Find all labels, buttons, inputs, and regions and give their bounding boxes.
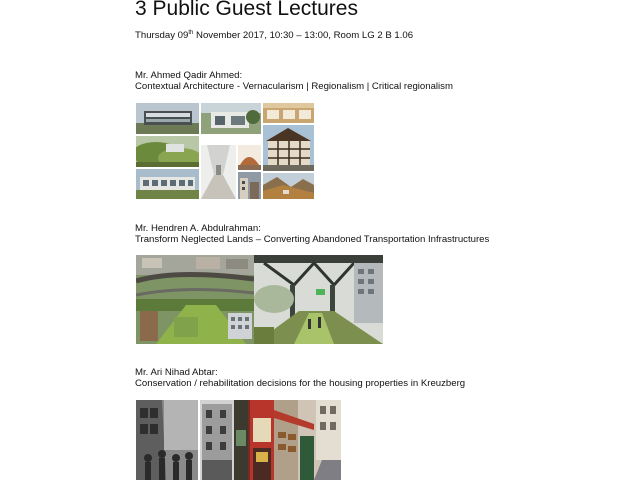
elevated-greenway-photo	[254, 255, 383, 344]
colorful-shopfront-photo	[234, 400, 274, 480]
lecture-1-title: Contextual Architecture - Vernacularism | Regionalism | Critical regionalism	[135, 81, 453, 92]
lecture-3-title: Conservation / rehabilitation decisions for the housing properties in Kreuzberg	[135, 378, 466, 389]
street-market-photo	[274, 400, 341, 480]
lecture-2-speaker: Mr. Hendren A. Abdulrahman:	[135, 223, 261, 234]
date-ordinal-suffix: th	[188, 30, 194, 36]
lecture-2-photo-collage	[136, 255, 383, 344]
glass-house-photo	[201, 103, 261, 134]
historic-street-bw-photo	[136, 400, 198, 480]
mountain-village-photo	[263, 173, 314, 199]
timber-interior-photo	[263, 103, 314, 123]
lecture-1-speaker: Mr. Ahmed Qadir Ahmed:	[135, 70, 243, 81]
white-corridor-photo	[201, 145, 236, 199]
modern-building-photo	[136, 103, 199, 134]
concrete-campus-photo	[136, 169, 199, 199]
page-title: 3 Public Guest Lectures	[135, 0, 358, 20]
lecture-1-photo-collage	[136, 103, 314, 199]
aerial-rail-park-photo	[136, 255, 254, 344]
event-date-time	[135, 30, 413, 42]
green-landscape-photo	[136, 136, 199, 167]
date-day: Thursday 09	[135, 30, 189, 41]
lecture-3-speaker: Mr. Ari Nihad Abtar:	[135, 367, 218, 378]
date-rest: November 2017, 10:30 – 13:00, Room LG 2 B 1.06	[193, 30, 414, 41]
old-facade-bw-photo	[200, 400, 234, 480]
timber-framed-house-photo	[263, 125, 314, 171]
townscape-photo	[238, 172, 261, 199]
lecture-2-title: Transform Neglected Lands – Converting Abandoned Transportation Infrastructures	[135, 234, 490, 245]
lecture-3-photo-collage	[136, 400, 341, 480]
brick-arch-photo	[238, 145, 261, 170]
